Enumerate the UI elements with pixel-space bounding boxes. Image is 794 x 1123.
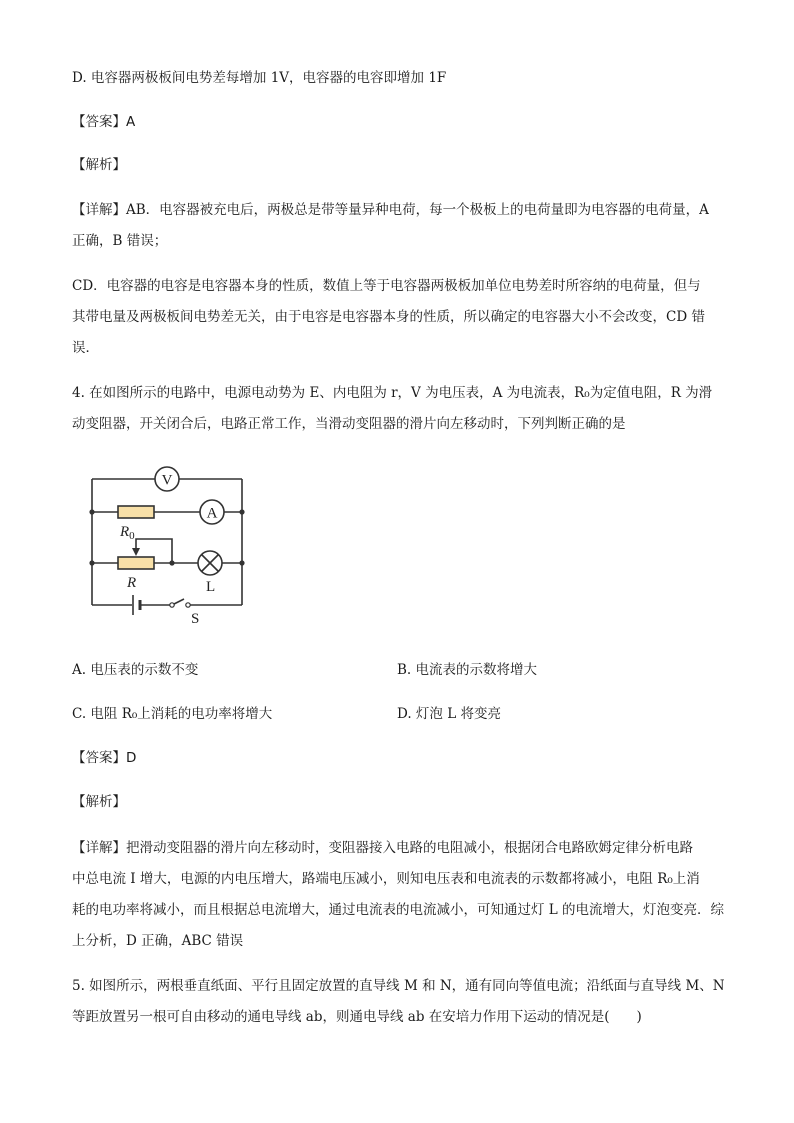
switch-label: S: [191, 611, 200, 627]
q4-answer: 【答案】D: [72, 750, 137, 766]
q4-detail-line-1: 【详解】把滑动变阻器的滑片向左移动时，变阻器接入电路的电阻减小，根据闭合电路欧姆定律分析电路: [72, 840, 693, 856]
q4-option-b: B. 电流表的示数将增大: [397, 662, 538, 678]
q3-detail-line-2: 正确，B 错误；: [72, 233, 168, 249]
q3-detail-line-3: CD．电容器的电容是电容器本身的性质，数值上等于电容器两极板加单位电势差时所容纳的电荷量，但与: [72, 278, 701, 294]
q3-detail-line-1: 【详解】AB．电容器被充电后，两极总是带等量异种电荷，每一个极板上的电荷量即为电容器的电荷量，A: [72, 202, 709, 218]
q5-stem-line-2: 等距放置另一根可自由移动的通电导线 ab，则通电导线 ab 在安培力作用下运动的情况是( ): [72, 1009, 642, 1025]
q3-answer: 【答案】A: [72, 114, 136, 130]
r0-label: [119, 524, 135, 542]
r-label: R: [127, 575, 137, 591]
q3-analysis-heading: 【解析】: [72, 157, 126, 173]
q3-option-d: D. 电容器两极板间电势差每增加 1V，电容器的电容即增加 1F: [72, 70, 447, 86]
q4-detail-line-3: 耗的电功率将减小，而且根据总电流增大，通过电流表的电流减小，可知通过灯 L 的电流增大，灯泡变亮．综: [72, 902, 725, 918]
q4-stem-line-2: 动变阻器，开关闭合后，电路正常工作，当滑动变阻器的滑片向左移动时，下列判断正确的是: [72, 416, 626, 432]
r0-label-sub: 0: [129, 530, 135, 542]
q5-stem-line-1: 5. 如图所示，两根垂直纸面、平行且固定放置的直导线 M 和 N，通有同向等值电流；沿纸面与直导线 M、N: [72, 978, 725, 994]
q4-analysis-heading: 【解析】: [72, 794, 126, 810]
q4-option-d: D. 灯泡 L 将变亮: [397, 706, 501, 722]
q4-detail-line-2: 中总电流 I 增大，电源的内电压增大，路端电压减小，则知电压表和电流表的示数都将减小，电阻 R₀上消: [72, 871, 700, 887]
circuit-diagram: [80, 455, 260, 630]
voltmeter-label: V: [161, 472, 173, 489]
ammeter-label: A: [206, 505, 218, 522]
q4-option-c: C. 电阻 R₀上消耗的电功率将增大: [72, 706, 273, 722]
q4-detail-line-4: 上分析，D 正确，ABC 错误: [72, 933, 244, 949]
r0-label-letter: R: [120, 524, 130, 540]
q3-detail-line-4: 其带电量及两极板间电势差无关，由于电容是电容器本身的性质，所以确定的电容器大小不会改变，CD 错: [72, 309, 705, 325]
q4-stem-line-1: 4. 在如图所示的电路中，电源电动势为 E、内电阻为 r，V 为电压表，A 为电流表，R₀为定值电阻，R 为滑: [72, 385, 713, 401]
q3-detail-line-5: 误．: [72, 340, 99, 356]
lamp-label: L: [206, 579, 216, 595]
q4-option-a: A. 电压表的示数不变: [72, 662, 199, 678]
